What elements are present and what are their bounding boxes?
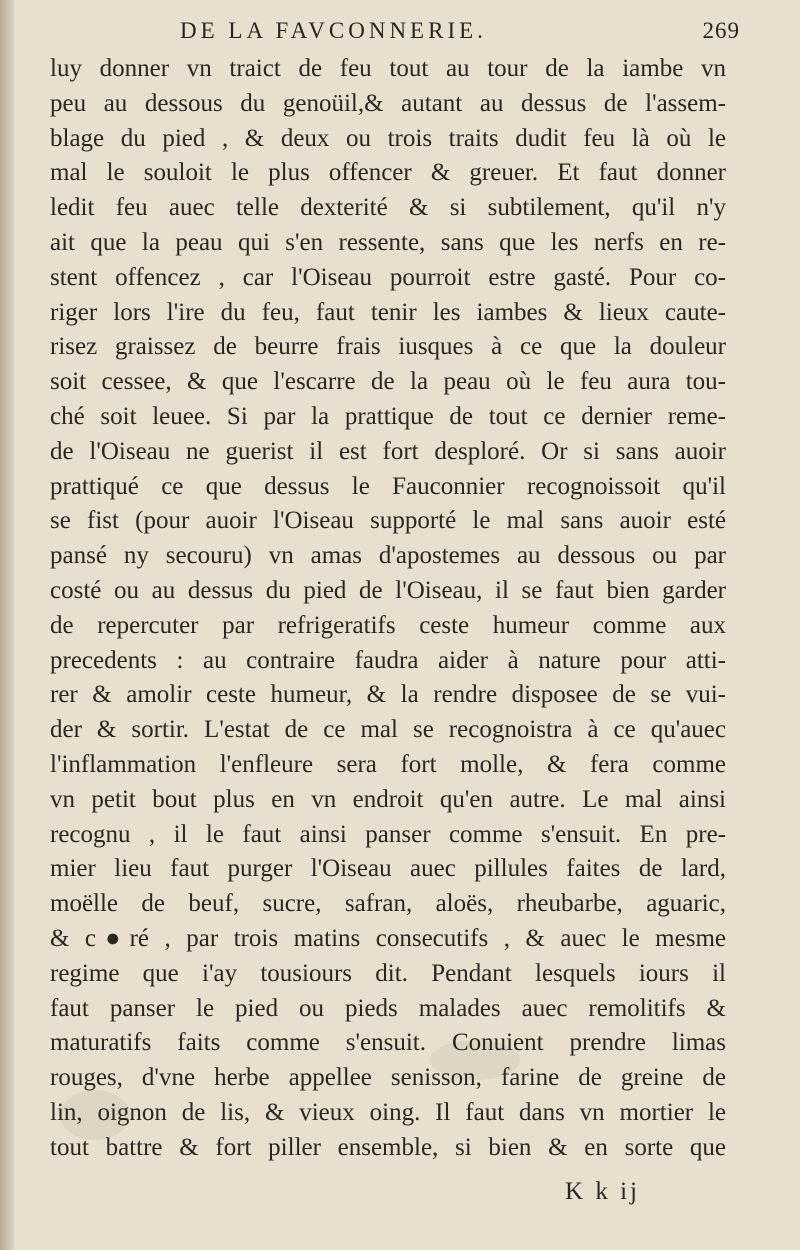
text-line: maturatifs faits comme s'ensuit. Conuient prendre limas [50,1029,726,1057]
text-line: der & sortir. L'estat de ce mal se recognoistra à ce qu'auec [50,716,726,744]
text-line: ledit feu auec telle dexterité & si subtilement, qu'il n'y [50,194,726,222]
text-line: ché soit leuee. Si par la prattique de tout ce dernier reme- [50,402,726,430]
text-line: rer & amolir ceste humeur, & la rendre disposee de se vui- [50,681,726,709]
text-line: recognu , il le faut ainsi panser comme s'ensuit. En pre- [50,820,726,848]
text-line: stent offencez , car l'Oiseau pourroit estre gasté. Pour co- [50,263,726,291]
page-number: 269 [702,18,740,43]
text-line: faut panser le pied ou pieds malades auec remolitifs & [50,994,726,1022]
text-line: rouges, d'vne herbe appellee senisson, farine de greine de [50,1064,726,1092]
text-line: lin, oignon de lis, & vieux oing. Il faut dans vn mortier le [50,1098,726,1126]
text-line: prattiqué ce que dessus le Fauconnier recognoissoit qu'il [50,472,726,500]
page-spine-edge [0,0,14,1250]
text-line: blage du pied , & deux ou trois traits dudit feu là où le [50,124,726,152]
text-line: risez graissez de beurre frais iusques à ce que la douleur [50,333,726,361]
text-line: tout battre & fort piller ensemble, si bien & en sorte que [50,1133,726,1161]
text-line: luy donner vn traict de feu tout au tour de la iambe vn [50,55,726,82]
text-line: costé ou au dessus du pied de l'Oiseau, il se faut bien garder [50,576,726,604]
text-line: riger lors l'ire du feu, faut tenir les iambes & lieux caute- [50,298,726,326]
text-line: de l'Oiseau ne guerist il est fort desploré. Or si sans auoir [50,437,726,465]
text-line: se fist (pour auoir l'Oiseau supporté le mal sans auoir esté [50,507,726,535]
text-line: precedents : au contraire faudra aider à nature pour atti- [50,646,726,674]
text-line: peu au dessous du genoüil,& autant au dessus de l'assem- [50,89,726,117]
running-head [180,18,740,54]
text-line: soit cessee, & que l'escarre de la peau où le feu aura tou- [50,368,726,396]
text-line: de repercuter par refrigeratifs ceste humeur comme aux [50,611,726,639]
text-line: & c●ré , par trois matins consecutifs , & auec le mesme [50,924,726,952]
text-line: regime que i'ay tousiours dit. Pendant lesquels iours il [50,959,726,987]
text-line: moëlle de beuf, sucre, safran, aloës, rheubarbe, aguaric, [50,890,726,918]
text-line: mier lieu faut purger l'Oiseau auec pillules faites de lard, [50,855,726,883]
running-title: DE LA FAVCONNERIE. [180,18,487,43]
text-line: l'inflammation l'enfleure sera fort molle, & fera comme [50,750,726,778]
text-line: ait que la peau qui s'en ressente, sans que les nerfs en re- [50,228,726,256]
text-line: vn petit bout plus en vn endroit qu'en autre. Le mal ainsi [50,785,726,813]
signature-mark: K k ij [565,1178,640,1205]
text-line: mal le souloit le plus offencer & greuer. Et faut donner [50,159,726,187]
body-text [50,52,726,1166]
text-line: pansé ny secouru) vn amas d'apostemes au dessous ou par [50,542,726,570]
